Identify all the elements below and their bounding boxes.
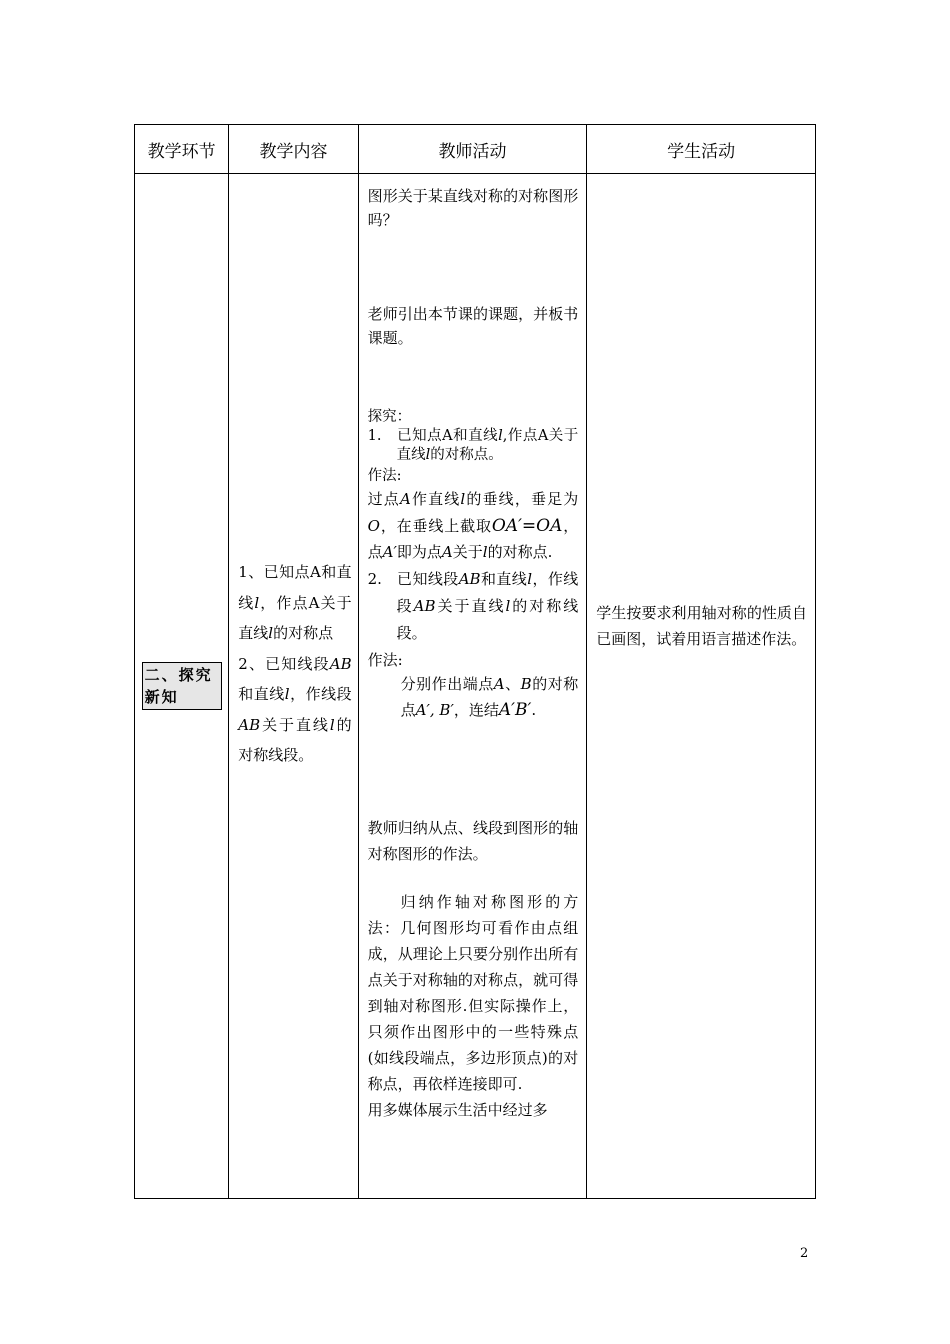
q2-c: ，作线段 [396,569,579,615]
sym-A: A [493,674,505,693]
header-student-activity: 学生活动 [587,125,816,174]
m1-d: ，在垂线上截取 [379,516,492,535]
m1-c: 的垂线，垂足为 [465,490,579,508]
q2-d: 关于直线 [435,596,506,615]
page-number: 2 [800,1246,809,1261]
sym-eq: OA′=OA [491,515,563,536]
content-item2-c: ，作线段 [289,685,352,704]
content-item2-e: 的对称线段。 [238,715,352,765]
m1-e: ，点 [367,516,579,561]
table-header-row [135,125,816,174]
sym-l: l [425,447,431,463]
q1-c: 的对称点。 [430,447,503,463]
sym-A1: A′ [382,543,397,561]
header-teacher-activity: 教师活动 [358,125,587,174]
q1-a: 已知点A和直线 [396,428,499,444]
var-l: l [254,593,260,612]
sym-AB: AB [458,569,481,588]
m2-b: 、 [504,674,521,693]
q2-b: 和直线 [480,569,528,588]
teacher-p5: 用多媒体展示生活中经过多 [367,1100,548,1119]
sym-l: l [527,569,533,588]
lesson-plan-table [134,124,816,1199]
sym-l: l [460,490,466,508]
sym-segment: A′B′ [498,699,532,720]
sym-B: B [520,674,532,693]
spacer [368,867,579,889]
content-item1-a: 1、已知点A和直线 [238,563,352,612]
content-item1-b: ，作点A关于直线 [238,593,352,643]
sym-O: O [367,516,380,535]
q2-number: 2. [367,569,382,588]
q2-e: 的对称线段。 [396,596,579,642]
var-AB: AB [329,654,352,673]
stage-label: 二、探究新知 [142,662,222,710]
m2-c: 的对称点 [400,674,579,719]
q2-a: 已知线段 [396,569,459,588]
content-item2-a: 2、已知线段 [238,654,330,673]
spacer [368,232,579,302]
content-item1-c: 的对称点 [273,624,334,643]
var-AB: AB [238,715,261,734]
sym-AB: AB [413,596,436,615]
m1-a: 过点 [367,490,400,508]
teacher-p2: 老师引出本节课的课题，并板书课题。 [367,305,579,347]
question-2 [368,566,579,647]
header-stage: 教学环节 [135,125,229,174]
spacer [368,723,579,815]
m1-g: 关于 [452,543,483,561]
content-item2-d: 关于直线 [260,715,330,734]
spacer [368,350,579,408]
m1-b: 作直线 [410,490,461,508]
sym-A: A [399,490,411,508]
method-1-heading: 作法: [367,468,402,484]
teacher-activity-cell [358,174,587,1199]
m2-e: . [531,700,537,719]
content-cell [229,174,358,1199]
var-l: l [268,624,274,643]
method-2-body [368,671,579,723]
method-2-heading: 作法: [367,650,403,669]
q1-number: 1. [367,428,382,444]
var-l: l [329,715,335,734]
stage-cell [135,174,229,1199]
q1-b: ,作点A关于直线 [396,428,579,463]
content-text [238,557,351,771]
sym-l: l [498,428,503,444]
teacher-p4: 归纳作轴对称图形的方法：几何图形均可看作由点组成，从理论上只要分别作出所有点关于对称轴的对称点，就可得到轴对称图形.但实际操作上，只须作出图形中的一些特殊点(如线段端点，多边形顶点)的对称点，再依样连接即可. [367,892,579,1093]
question-1 [368,427,579,465]
m1-h: 的对称点. [487,543,553,561]
explore-heading: 探究： [367,409,412,425]
method-1-body [368,486,579,566]
header-content: 教学内容 [229,125,358,174]
sym-A: A [441,543,453,561]
student-activity-cell [587,174,816,1199]
sym-l: l [482,543,488,561]
table-row [135,174,816,1199]
student-text: 学生按要求利用轴对称的性质自已画图，试着用语言描述作法。 [596,604,807,648]
content-item2-b: 和直线 [238,685,285,704]
m1-f: 即为点 [396,543,442,561]
teacher-p3: 教师归纳从点、线段到图形的轴对称图形的作法。 [367,818,579,863]
sym-l: l [505,596,511,615]
m2-a: 分别作出端点 [400,674,494,693]
var-l: l [284,685,290,704]
teacher-p1: 图形关于某直线对称的对称图形吗？ [367,187,579,229]
m2-d: ，连结 [453,700,499,719]
sym-A1B1: A′, B′ [415,700,454,719]
